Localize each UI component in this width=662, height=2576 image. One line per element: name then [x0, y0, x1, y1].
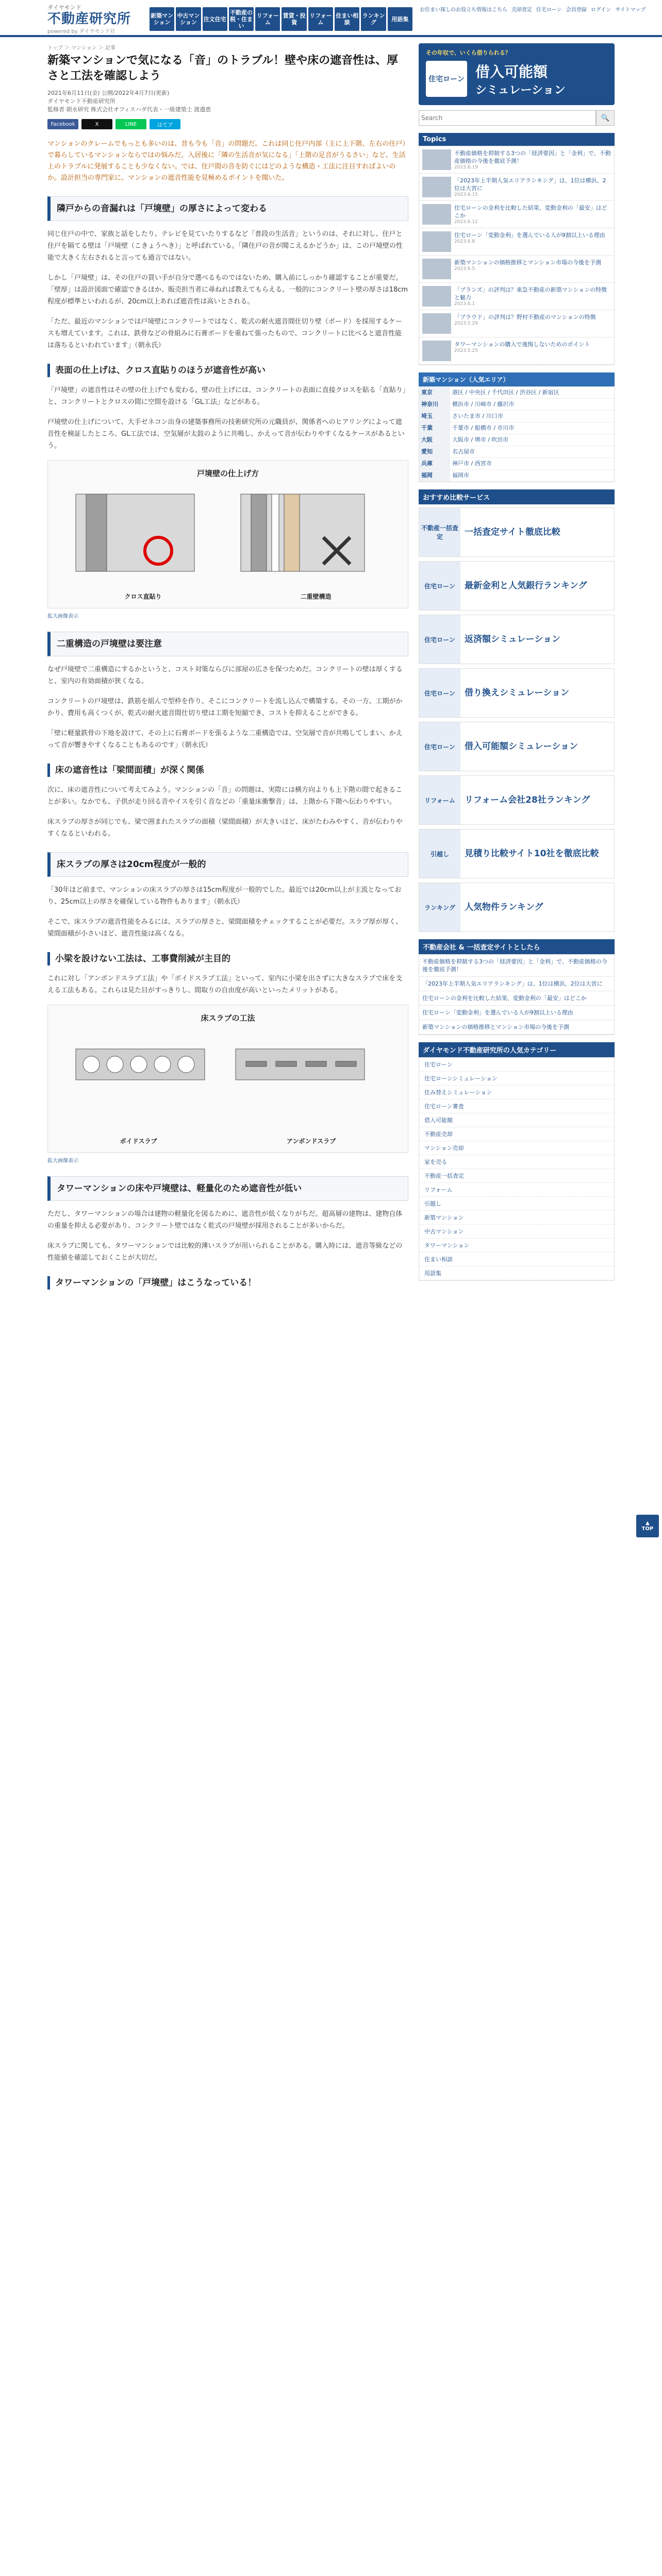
article-author[interactable]: ダイヤモンド不動産研究所 [47, 98, 115, 105]
nav-item[interactable]: 用語集 [388, 7, 412, 31]
topic-item[interactable] [419, 283, 614, 310]
header-link[interactable]: 住宅ローン [536, 7, 562, 13]
area-region: 大阪 [419, 434, 450, 446]
category-links [419, 1057, 615, 1281]
section-heading: タワーマンションの床や戸境壁は、軽量化のため遮音性が低い [47, 1176, 408, 1201]
topic-thumbnail [422, 204, 451, 225]
section-heading: 小梁を設けない工法は、工事費削減が主目的 [47, 952, 408, 965]
service-title: リフォーム会社28社ランキング [465, 795, 590, 805]
service-banner[interactable] [419, 615, 615, 664]
topic-item[interactable] [419, 201, 614, 228]
area-row [419, 422, 614, 434]
category-link[interactable]: マンション売却 [419, 1141, 614, 1155]
loan-simulation-banner[interactable] [419, 43, 615, 105]
topic-title[interactable]: 新築マンションの価格推移とマンション市場の今後を予測 [454, 259, 602, 266]
news-item[interactable] [419, 991, 614, 1006]
topic-item[interactable] [419, 146, 614, 174]
service-title: 借り換えシミュレーション [465, 688, 569, 698]
category-link[interactable]: 中古マンション [419, 1225, 614, 1239]
share-buttons [47, 119, 408, 129]
section-heading: タワーマンションの「戸境壁」はこうなっている！ [47, 1276, 408, 1290]
logo-top-text: ダイヤモンド [47, 4, 81, 11]
area-cities[interactable]: 千葉市 / 船橋市 / 市川市 [452, 425, 515, 431]
share-button[interactable]: LINE [115, 119, 146, 129]
service-title: 一括査定サイト徹底比較 [465, 527, 560, 537]
figure-label-left: クロス直貼り [124, 593, 162, 600]
category-link[interactable]: 家を売る [419, 1155, 614, 1169]
topic-text [454, 259, 601, 279]
news-heading: 不動産会社 & 一括査定サイトとしたら [419, 939, 615, 954]
area-heading: 新築マンション（人気エリア） [419, 372, 615, 386]
article-title: 新築マンションで気になる「音」のトラブル！壁や床の遮音性は、厚さと工法を確認しよう [47, 54, 399, 82]
sidebar [419, 43, 615, 2576]
news-item[interactable] [419, 955, 614, 977]
nav-item[interactable]: ランキング [361, 7, 386, 31]
site-header [0, 0, 662, 37]
section-heading: 隣戸からの音漏れは「戸境壁」の厚さによって変わる [47, 196, 408, 221]
paragraph: 床スラブに関しても、タワーマンションでは比較的薄いスラブが用いられることがある。購入時には、遮音等級などの性能値を確認しておくことが大切だ。 [47, 1242, 403, 1262]
category-link[interactable]: 用語集 [419, 1266, 614, 1280]
area-cities[interactable]: さいたま市 / 川口市 [452, 413, 503, 419]
article-main [47, 43, 408, 2576]
category-link[interactable]: 不動産一括査定 [419, 1169, 614, 1183]
area-row [419, 458, 614, 470]
area-cities[interactable]: 神戸市 / 西宮市 [452, 460, 492, 467]
area-cities[interactable]: 横浜市 / 川崎市 / 藤沢市 [452, 401, 515, 408]
paragraph: 次に、床の遮音性について考えてみよう。マンションの「音」の問題は、実際には横方向よりも上下階の間で起きることが多い。なかでも、子供が走り回る音やイスを引く音などの「重量床衝撃音」は、上階から下階へ伝わりやすい。 [47, 786, 403, 806]
figure-label-right: アンボンドスラブ [286, 1138, 336, 1145]
topic-date: 2023.6.15 [454, 192, 478, 197]
topics-list [419, 146, 615, 365]
chevron-up-icon: ▲ [646, 1520, 650, 1526]
area-cities[interactable]: 港区 / 中央区 / 千代田区 / 渋谷区 / 新宿区 [452, 389, 559, 396]
news-item[interactable] [419, 977, 614, 991]
topic-text [454, 149, 611, 170]
topic-item[interactable] [419, 228, 614, 256]
topic-date: 2023.5.25 [454, 348, 478, 353]
services-heading: おすすめ比較サービス [419, 489, 615, 504]
service-banner[interactable] [419, 775, 615, 825]
service-category: 住宅ローン [419, 669, 460, 717]
banner-line1: その年収で、いくら借りられる？ [426, 49, 511, 56]
nav-item[interactable]: 新築マンション [150, 7, 174, 31]
category-link[interactable]: タワーマンション [419, 1239, 614, 1252]
header-link[interactable]: 会員登録 [566, 7, 587, 13]
figure-label-left: ボイドスラブ [120, 1138, 157, 1145]
news-list [419, 954, 615, 1035]
topic-title[interactable]: タワーマンションの購入で後悔しないためのポイント [454, 341, 590, 348]
paragraph: そこで、床スラブの遮音性能をみるには、スラブの厚さと、梁間面積をチェックすることが必要だ。スラブ厚が厚く、梁間面積が小さいほど、遮音性能は高くなる。 [47, 918, 403, 938]
article-meta [47, 89, 408, 114]
paragraph: 「ただ、最近のマンションでは戸境壁にコンクリートではなく、乾式の耐火遮音間仕切り壁（ボード）を採用するケースも増えています。これは、鉄骨などの骨組みに石膏ボードを重ねて張ったもので、コンクリートに比べると遮音性能は落ちるといわれています」（朝永氏） [47, 318, 402, 349]
news-title[interactable]: 「2023年上半期人気エリアランキング」は、1位は横浜、2位は大宮に [422, 980, 603, 987]
nav-item[interactable]: 中古マンション [176, 7, 201, 31]
figure-caption[interactable]: 拡大画像表示 [47, 1158, 78, 1164]
topic-text [454, 313, 596, 334]
area-region: 福岡 [419, 470, 450, 481]
share-button[interactable]: はてブ [150, 119, 180, 129]
section-heading: 床の遮音性は「梁間面積」が深く関係 [47, 764, 408, 777]
service-banner[interactable] [419, 668, 615, 718]
topic-thumbnail [422, 286, 451, 307]
logo-sub-text: powered by ダイヤモンド社 [47, 29, 115, 35]
area-region: 兵庫 [419, 458, 450, 469]
category-link[interactable]: 新築マンション [419, 1211, 614, 1225]
news-title[interactable]: 不動産価格を抑制する3つの「経済要因」と「金利」で、不動産価格の今後を徹底予測！ [422, 958, 607, 973]
search-input[interactable] [419, 110, 596, 126]
area-row [419, 387, 614, 399]
service-title: 最新金利と人気銀行ランキング [465, 581, 587, 591]
paragraph: しかし「戸境壁」は、その住戸の買い手が自分で選べるものではないため、購入前にしっかり確認することが重要だ。「壁厚」は設計図面で確認できるほか、販売担当者に尋ねれば教えてもらえる。一般的にコンクリート壁の厚さは18cm程度が標準といわれるが、20cm以上あれば遮音性は高いとされる。 [47, 274, 408, 306]
figure-title: 戸境壁の仕上げ方 [196, 469, 259, 478]
header-links [418, 4, 660, 33]
logo-main-text: 不動産研究所 [47, 11, 131, 27]
global-nav [150, 7, 412, 31]
header-link[interactable]: ログイン [590, 7, 611, 13]
service-banner[interactable] [419, 722, 615, 771]
area-row [419, 434, 614, 446]
links-heading: ダイヤモンド不動産研究所の人気カテゴリー [419, 1042, 615, 1057]
area-region: 千葉 [419, 422, 450, 434]
topic-item[interactable] [419, 174, 614, 201]
paragraph: 同じ住戸の中で、家族と話をしたり、テレビを見ていたりするなど「普段の生活音」というのは、それに対し、住戸と住戸を隔てる壁は「戸境壁（こきょうへき）」と呼ばれている。「隣住戸の音が聞こえるかどうか」は、この戸境壁の性能で大きく左右されると言っても過言ではない。 [47, 230, 403, 262]
topic-thumbnail [422, 177, 451, 197]
back-to-top-button[interactable] [636, 1515, 659, 1537]
category-link[interactable]: 借入可能額 [419, 1113, 614, 1127]
nav-item[interactable]: 住まい相談 [335, 7, 359, 31]
share-button[interactable]: X [81, 119, 112, 129]
news-item[interactable] [419, 1006, 614, 1020]
category-link[interactable]: 不動産売却 [419, 1127, 614, 1141]
service-banner[interactable] [419, 561, 615, 611]
topic-title[interactable]: 住宅ローン「変動金利」を選んでいる人が9割以上いる理由 [454, 232, 605, 239]
article-date: 2021年6月11日(金) 公開/2022年4月7日(更新) [47, 90, 170, 96]
service-banner[interactable] [419, 883, 615, 932]
topic-date: 2023.6.5 [454, 266, 475, 272]
nav-item[interactable]: 賃貸・投資 [282, 7, 306, 31]
topic-date: 2023.6.19 [454, 165, 478, 170]
service-category: 住宅ローン [419, 562, 460, 610]
section-heading: 二重構造の戸境壁は要注意 [47, 632, 408, 656]
topic-date: 2023.6.1 [454, 301, 475, 307]
article-lead: マンションのクレームでもっとも多いのは、昔も今も「音」の問題だ。これは同じ住戸内部（主に上下階、左右の住戸）で暮らしているマンションならではの悩みだ。入居後に「隣の生活音が気になる」「上階の足音がうるさい」など、生活上のトラブルに発展することも少なくない。では、住戸間の音を防ぐにはどのような構造・工法に注目すればよいのか。設計担当の専門家に、マンションの遮音性能を見極めるポイントを聞いた。 [47, 140, 406, 182]
breadcrumb: トップ ＞ マンション ＞ 記事 [47, 45, 115, 51]
site-search [419, 110, 615, 126]
area-cities[interactable]: 福岡市 [452, 472, 469, 479]
service-category: 不動産一括査定 [419, 508, 460, 556]
area-region: 東京 [419, 387, 450, 398]
area-cities[interactable]: 大阪市 / 堺市 / 吹田市 [452, 436, 509, 443]
category-link[interactable]: 住まい相談 [419, 1252, 614, 1266]
section-heading: 床スラブの厚さは20cm程度が一般的 [47, 852, 408, 877]
share-button[interactable]: Facebook [47, 119, 78, 129]
area-region: 埼玉 [419, 411, 450, 422]
area-cities[interactable]: 名古屋市 [452, 448, 475, 455]
article-figure[interactable] [47, 460, 408, 608]
topic-text [454, 204, 611, 225]
topic-thumbnail [422, 341, 451, 361]
banner-line3: 借入可能額 [475, 63, 548, 80]
paragraph: 戸境壁の仕上げについて、大手ゼネコン出身の建築事務所の技術研究所の元職員が、関係者へのヒアリングによって遮音性を検証したところ、GL工法では、空気層が太鼓のように共鳴し、かえって音が伝わりやすくなるケースがあるという。 [47, 418, 405, 450]
topic-text [454, 177, 611, 197]
topic-text [454, 231, 605, 252]
paragraph: 床スラブの厚さが同じでも、梁で囲まれたスラブの面積（梁間面積）が大きいほど、床がたわみやすく、音が伝わりやすくなるといわれる。 [47, 818, 403, 838]
topic-item[interactable] [419, 310, 614, 337]
area-row [419, 446, 614, 458]
service-category: 住宅ローン [419, 615, 460, 664]
figure-label-right: 二重壁構造 [300, 593, 332, 600]
service-category: ランキング [419, 883, 460, 931]
service-category: 住宅ローン [419, 722, 460, 771]
banner-line2: 住宅ローン [426, 61, 467, 97]
topic-date: 2023.6.8 [454, 239, 475, 244]
area-list [419, 386, 615, 482]
banner-line4: シミュレーション [475, 84, 566, 97]
service-title: 借入可能額シミュレーション [465, 741, 578, 752]
nav-item[interactable]: リフォーム [308, 7, 333, 31]
topic-item[interactable] [419, 256, 614, 283]
topic-title[interactable]: 住宅ローンの金利を比較した結果、変動金利の「最安」はどこか [454, 205, 607, 219]
paragraph: ただし、タワーマンションの場合は建物の軽量化を図るために、遮音性が低くなりがちだ。超高層の建物は、建物自体の重量を抑える必要があり、コンクリート壁ではなく乾式の戸境壁が採用されることが多いからだ。 [47, 1210, 403, 1230]
figure-caption[interactable]: 拡大画像表示 [47, 614, 78, 619]
article-supervisor: 監修者 朝永研究 株式会社オフィスハダ代表・一級建築士 渡邉恵 [47, 106, 211, 113]
category-link[interactable]: 住宅ローン [419, 1058, 614, 1072]
service-title: 見積り比較サイト10社を徹底比較 [465, 849, 599, 859]
topic-title[interactable]: 「ブランズ」の評判は？東急不動産の新築マンションの特徴と魅力 [454, 286, 607, 301]
service-banner[interactable] [419, 829, 615, 878]
paragraph: これに対し「アンボンドスラブ工法」や「ボイドスラブ工法」といって、室内に小梁を出さずに大きなスラブで床を支える工法もある。これらは見た目がすっきりし、間取りの自由度が高いといったメリットがある。 [47, 975, 403, 994]
top-label: TOP [641, 1526, 654, 1532]
article-body [47, 196, 408, 1290]
area-region: 愛知 [419, 446, 450, 457]
area-row [419, 470, 614, 482]
figure-illustration [55, 484, 385, 587]
category-link[interactable]: 住み替えシミュレーション [419, 1086, 614, 1099]
category-link[interactable]: 住宅ローン審査 [419, 1099, 614, 1113]
paragraph: 「壁に軽量鉄骨の下地を設けて、その上に石膏ボードを張るような二重構造では、空気層で音が共鳴してしまい、かえって音が響きやすくなることもあるのです」（朝永氏） [47, 730, 403, 749]
figure-illustration [55, 1028, 385, 1131]
nav-item[interactable]: リフォーム [255, 7, 280, 31]
news-item[interactable] [419, 1020, 614, 1035]
service-category: リフォーム [419, 776, 460, 824]
service-title: 人気物件ランキング [465, 902, 543, 912]
topic-text [454, 286, 611, 307]
category-link[interactable]: リフォーム [419, 1183, 614, 1197]
header-link[interactable]: 売却査定 [511, 7, 532, 13]
topic-thumbnail [422, 231, 451, 252]
topic-thumbnail [422, 313, 451, 334]
figure-title: 床スラブの工法 [201, 1013, 255, 1023]
topic-thumbnail [422, 149, 451, 170]
topics-heading: Topics [419, 133, 615, 146]
nav-item[interactable]: 注文住宅 [203, 7, 227, 31]
nav-item[interactable]: 不動産の税・住まい [229, 7, 254, 31]
topic-date: 2023.6.12 [454, 219, 478, 225]
topic-thumbnail [422, 259, 451, 279]
paragraph: 「戸境壁」の遮音性はその壁の仕上げでも変わる。壁の仕上げには、コンクリートの表面に直接クロスを貼る「直貼り」と、コンクリートとクロスの間に空間を設ける「GL工法」などがある。 [47, 386, 406, 406]
service-banner[interactable] [419, 507, 615, 557]
topic-text [454, 341, 590, 361]
header-link[interactable]: お住まい探しのお役立ち情報はこちら [420, 7, 507, 13]
services-list [419, 507, 615, 932]
topic-date: 2023.5.29 [454, 321, 478, 326]
area-row [419, 411, 614, 422]
area-region: 神奈川 [419, 399, 450, 410]
figure-labels [55, 592, 401, 601]
news-title[interactable]: 住宅ローンの金利を比較した結果、変動金利の「最安」はどこか [422, 995, 587, 1002]
topic-title[interactable]: 「プラウド」の評判は？野村不動産のマンションの特徴 [454, 314, 596, 320]
area-row [419, 399, 614, 411]
topic-item[interactable] [419, 337, 614, 365]
topic-title[interactable]: 「2023年上半期人気エリアランキング」は、1位は横浜、2位は大宮に [454, 177, 606, 192]
site-logo[interactable] [47, 3, 140, 33]
category-link[interactable]: 引越し [419, 1197, 614, 1211]
service-category: 引越し [419, 829, 460, 878]
service-title: 返済額シミュレーション [465, 634, 560, 645]
category-link[interactable]: 住宅ローンシミュレーション [419, 1072, 614, 1086]
topic-title[interactable]: 不動産価格を抑制する3つの「経済要因」と「金利」で、不動産価格の今後を徹底予測！ [454, 150, 611, 164]
search-icon: 🔍 [601, 114, 610, 122]
section-heading: 表面の仕上げは、クロス直貼りのほうが遮音性が高い [47, 364, 408, 377]
search-button[interactable] [596, 110, 615, 126]
article-figure[interactable] [47, 1005, 408, 1153]
paragraph: なぜ戸境壁で二重構造にするかというと、コスト対策ならびに部屋の広さを保つためだ。コンクリートの壁は厚くすると、室内の有効面積が狭くなる。 [47, 666, 403, 685]
header-link[interactable]: サイトマップ [615, 7, 646, 13]
news-title[interactable]: 住宅ローン「変動金利」を選んでいる人が9割以上いる理由 [422, 1009, 573, 1016]
figure-labels [55, 1137, 401, 1145]
news-title[interactable]: 新築マンションの価格推移とマンション市場の今後を予測 [422, 1024, 570, 1030]
paragraph: コンクリートの戸境壁は、鉄筋を組んで型枠を作り、そこにコンクリートを流し込んで構築する。その一方、工期がかかり、費用も高くつくが、乾式の耐火遮音間仕切り壁は工期を短縮でき、コストを抑えることができる。 [47, 698, 403, 717]
paragraph: 「30年ほど前まで、マンションの床スラブの厚さは15cm程度が一般的でした。最近では20cm以上が主流となっており、25cm以上の厚さを確保している物件もあります」（朝永氏） [47, 886, 402, 906]
